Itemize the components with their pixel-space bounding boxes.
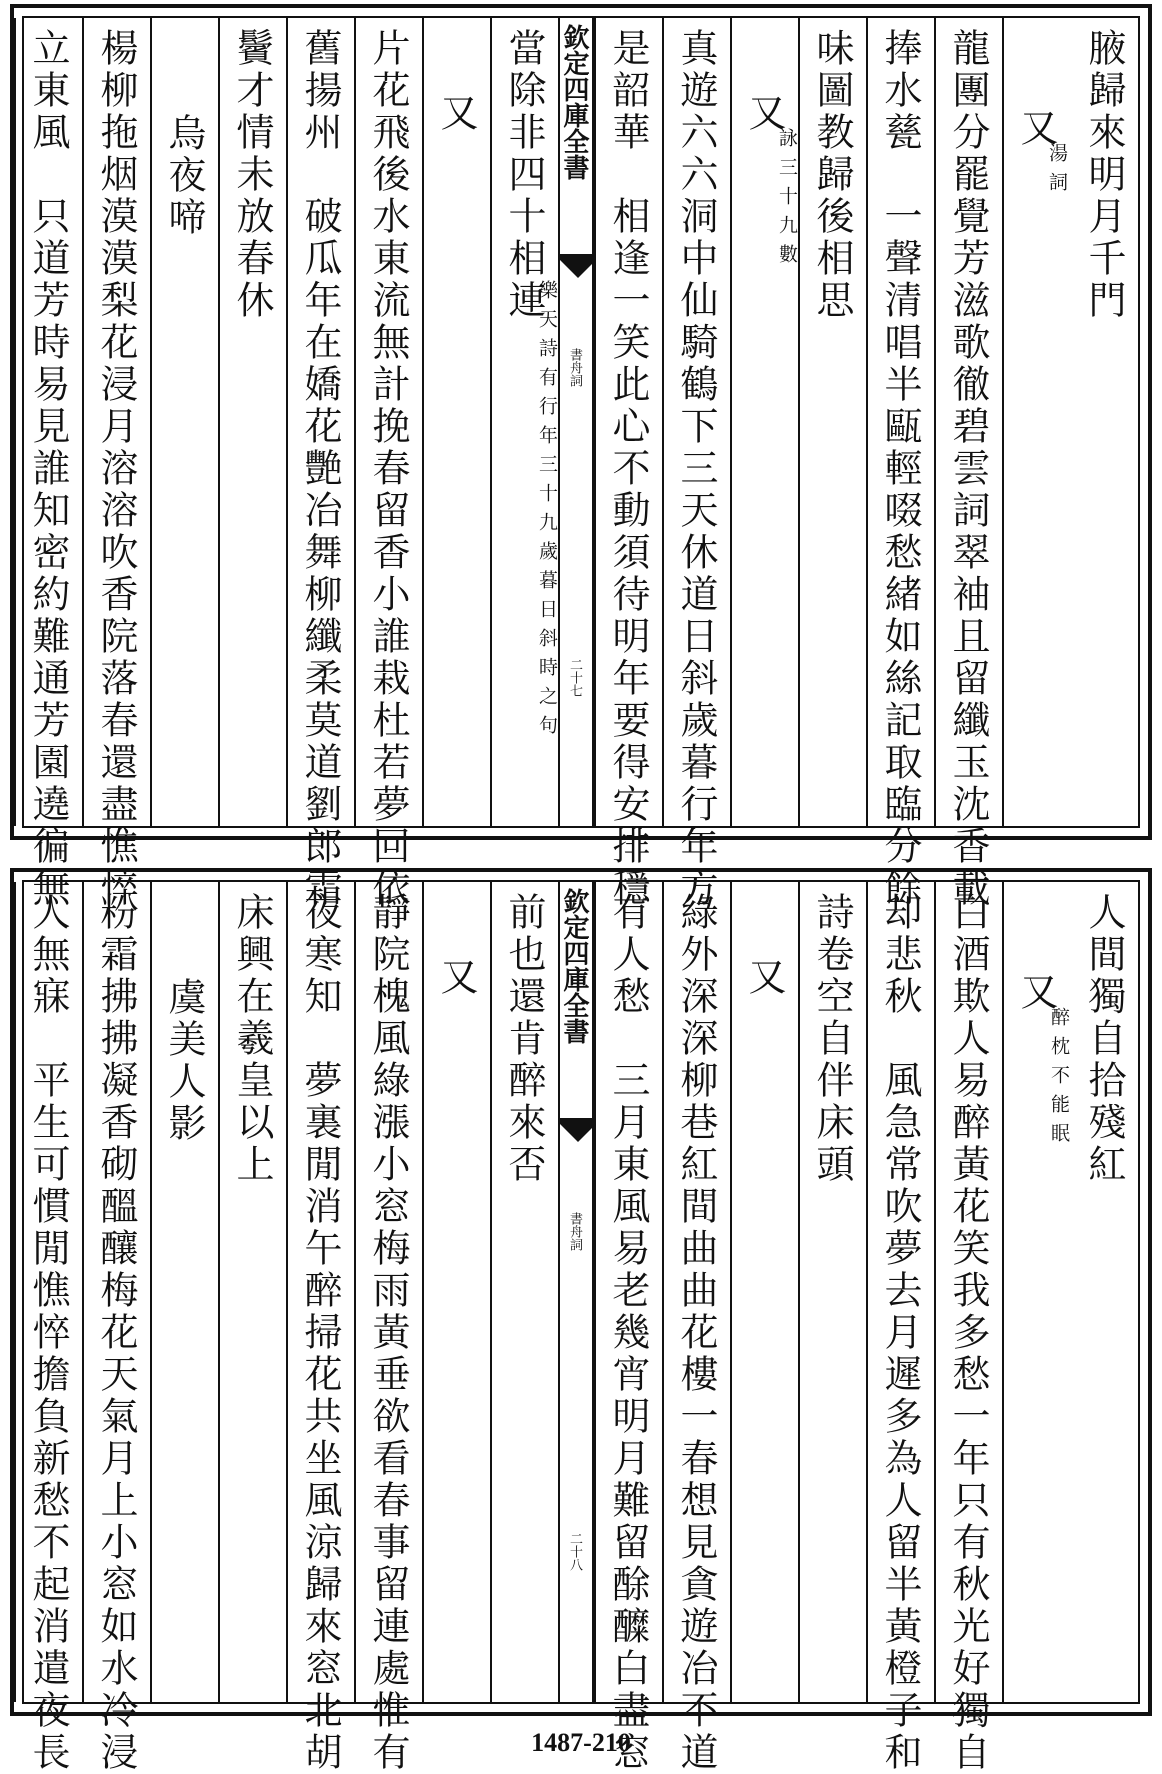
column <box>594 18 662 910</box>
fishtail-mark <box>560 1118 596 1146</box>
tune-title: 又 <box>434 957 478 999</box>
top-page <box>10 4 1152 910</box>
verse-text: 是韶華 相逢一笑此心不動須待明年要得安排穩 <box>606 28 650 910</box>
column <box>490 882 558 1702</box>
verse-text: 人間獨自拾殘紅 <box>1082 892 1126 1186</box>
column <box>1002 18 1070 826</box>
verse-text: 舊揚州 破瓜年在嬌花艷冶舞柳纖柔莫道劉郎霜 <box>298 28 342 910</box>
verse-text: 鬢才情未放春休 <box>230 28 274 322</box>
verse-text: 靜院槐風綠漲小窓梅雨黃垂欲看春事留連處惟有 <box>366 892 410 1774</box>
tune-title: 虞美人影 <box>162 977 206 1145</box>
center-page-number: 二十八 <box>567 1532 582 1571</box>
tune-title: 又 <box>434 93 478 135</box>
column <box>354 882 422 1774</box>
verse-text: 却悲秋 風急常吹夢去月遲多為人留半黃橙子和 <box>878 892 922 1774</box>
verse-text: 片花飛後水東流無計挽春留香小誰栽杜若夢回依 <box>366 28 410 910</box>
verse-text: 詩卷空自伴床頭 <box>810 892 854 1186</box>
tune-title: 又 <box>742 93 786 135</box>
column <box>354 18 422 910</box>
verse-text: 前也還肯醉來否 <box>502 892 546 1186</box>
column <box>1002 882 1070 1702</box>
column <box>1070 18 1138 826</box>
annotation: 醉枕不能眠 <box>1048 1007 1070 1152</box>
column <box>218 18 286 826</box>
column <box>1070 882 1138 1702</box>
tune-title: 又 <box>742 957 786 999</box>
column <box>14 18 82 910</box>
center-fold <box>558 18 594 826</box>
column <box>934 18 1002 910</box>
column <box>422 18 490 826</box>
center-title: 欽定四庫全書 <box>559 24 589 180</box>
verse-text: 真遊六六洞中仙騎鶴下三天休道日斜歲暮行年方 <box>674 28 718 910</box>
center-page-number: 二十七 <box>567 658 582 697</box>
annotation: 詠三十九數 <box>776 128 798 273</box>
annotation: 樂天詩有行年三十九歲暮日斜時之句 <box>536 280 558 744</box>
page-footer-number: 1487-210 <box>531 1728 631 1757</box>
top-page-frame <box>22 16 1140 910</box>
center-book-name: 書舟詞 <box>567 348 582 387</box>
column <box>150 18 218 826</box>
tune-title: 烏夜啼 <box>162 113 206 239</box>
verse-text: 綠外深深柳巷紅間曲曲花樓一春想見貪遊冶不道 <box>674 892 718 1774</box>
center-fold <box>558 882 594 1702</box>
fishtail-mark <box>560 254 596 282</box>
column <box>798 882 866 1702</box>
column <box>218 882 286 1702</box>
column <box>798 18 866 826</box>
column <box>662 882 730 1774</box>
verse-text: 人無寐 平生可慣閒憔悴擔負新愁不起消遣夜長 <box>26 892 70 1774</box>
verse-text: 立東風 只道芳時易見誰知密約難通芳園遶徧無 <box>26 28 70 910</box>
verse-text: 腋歸來明月千門 <box>1082 28 1126 322</box>
verse-text: 床興在羲皇以上 <box>230 892 274 1186</box>
verse-text: 味圖教歸後相思 <box>810 28 854 322</box>
column <box>422 882 490 1702</box>
verse-text: 白酒欺人易醉黃花笑我多愁一年只有秋光好獨自 <box>946 892 990 1774</box>
column <box>662 18 730 910</box>
column <box>730 882 798 1702</box>
tune-title: 又 <box>1014 108 1058 150</box>
column <box>866 882 934 1774</box>
column <box>286 18 354 910</box>
tune-title: 又 <box>1014 972 1058 1014</box>
column <box>286 882 354 1774</box>
verse-text: 捧水甆 一聲清唱半甌輕啜愁緒如絲記取臨分餘 <box>878 28 922 910</box>
column <box>866 18 934 910</box>
column <box>150 882 218 1702</box>
column <box>490 18 558 826</box>
verse-text: 龍團分罷覺芳滋歌徹碧雲詞翠袖且留纖玉沈香載 <box>946 28 990 910</box>
center-book-name: 書舟詞 <box>567 1212 582 1251</box>
column <box>730 18 798 826</box>
verse-text: 粉霜拂拂凝香砌醞釀梅花天氣月上小窓如水冷浸 <box>94 892 138 1774</box>
column <box>14 882 82 1774</box>
verse-text: 當除非四十相連 <box>502 28 546 322</box>
annotation: 湯詞 <box>1046 143 1068 201</box>
center-title: 欽定四庫全書 <box>559 888 589 1044</box>
verse-text: 楊柳拖烟漠漠梨花浸月溶溶吹香院落春還盡憔悴 <box>94 28 138 910</box>
verse-text: 有人愁 三月東風易老幾宵明月難留酴醾白盡窓 <box>606 892 650 1774</box>
column <box>82 18 150 910</box>
verse-text: 夜寒知 夢裏閒消午醉掃花共坐風涼歸來窓北胡 <box>298 892 342 1774</box>
column <box>934 882 1002 1774</box>
column <box>82 882 150 1774</box>
column <box>594 882 662 1774</box>
